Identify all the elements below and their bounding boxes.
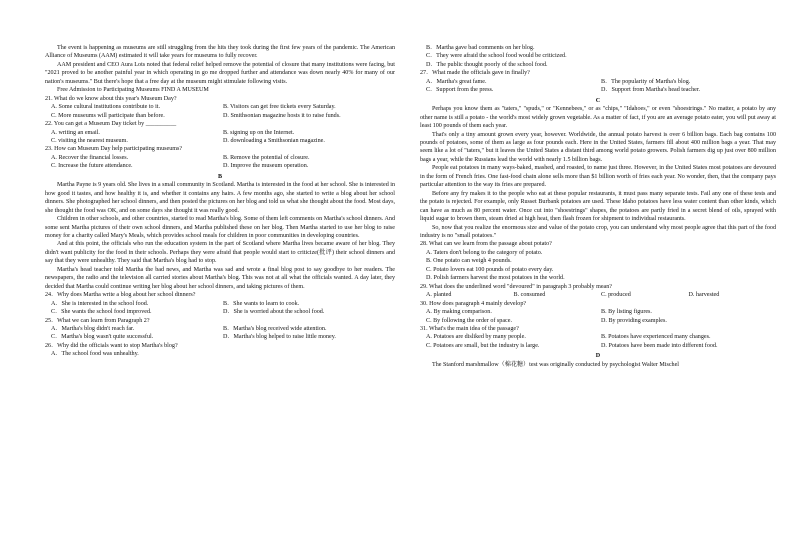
question-27 [420, 69, 776, 94]
question-22 [45, 120, 395, 145]
option-a: A. Taters don't belong to the category of potato. [426, 249, 543, 256]
option-c: C. Increase the future attendance. [51, 163, 133, 170]
intro-paragraph-2: AAM president and CEO Aura Lots noted that federal relief helped remove the potential of closure that many institutions were facing, but "2021 proved to be another painful year in which operating in go me dropped further and attendance was down nearly 40% for many of our nation's museums." But there's hope that a free day at the museum might stimulate following visits. [45, 61, 395, 85]
option-d: D. Potatoes have been made into different food. [601, 342, 718, 349]
question-stem: 26．Why did the officials want to stop Martha's blog? [45, 342, 178, 349]
option-d: D．Support from Martha's head teacher. [601, 87, 701, 94]
option-d: D. Polish farmers harvest the most potatoes in the world. [426, 275, 565, 282]
option-b: B. Potatoes have experienced many changes. [601, 334, 711, 341]
option-a: A. Some cultural institutions contribute to it. [51, 104, 161, 111]
option-d: D. Improve the museum operation. [223, 163, 309, 170]
question-stem: 21. What do we know about this year's Museum Day? [45, 95, 177, 102]
question-23 [45, 145, 395, 170]
option-d: D. downloading a Smithsonian magazine. [223, 137, 325, 144]
passage-b-paragraph-1: Martha Payne is 9 years old. She lives in a small community in Scotland. Martha is interested in the food at her school. She is interested in how good it tastes, and how healthy it is, and whether it contains any hairs. A few months ago, she started to write a blog about her school dinners. She photographed her school dinners, and then posted the pictures on her blog and told us what she thought about the food. Most days, she thought the food was OK, and on some days she thought it was really good. [45, 182, 395, 214]
option-a: A. By making comparison. [426, 309, 492, 316]
passage-b-paragraph-2: Children in other schools, and other countries, started to read Martha's blog. Some of them left comments on Martha's school dinners. And some sent Martha pictures of their own school dinners, and Martha published these on her blog. Then Martha started to use her blog to raise money for a charity called Mary's Meals, which provides school meals for children in poor communities in developing countries. [45, 216, 395, 239]
question-stem: 25．What we can learn from Paragraph 2? [45, 317, 150, 324]
question-31 [420, 325, 776, 350]
intro-paragraph-1: The event is happening as museums are still struggling from the hits they took during the first few years of the pandemic. The American Alliance of Museums (AAM) estimated it will take years for museums to fully recover. [45, 45, 395, 60]
option-b: B．Martha's blog received wide attention. [223, 325, 327, 332]
option-b: B. Visitors can get free tickets every Saturday. [223, 104, 336, 111]
option-b: B. One potato can weigh 4 pounds. [426, 258, 512, 265]
section-c-heading: C [595, 97, 601, 104]
option-d: D．She is worried about the school food. [223, 309, 325, 316]
option-c: C．Martha's blog wasn't quite successful. [51, 334, 154, 341]
option-b: B. consumed [513, 292, 546, 299]
question-stem: 24．Why does Martha write a blog about her school dinners? [45, 292, 196, 299]
option-c: C. More museums will participate than before. [51, 112, 165, 119]
passage-b-paragraph-4: Martha's head teacher told Martha the bad news, and Martha was sad and wrote a final blog post to say goodbye to her readers. The newspapers, the radio and the television all carried stories about Martha's blog. This was not at all what the officials wanted. A day later, they decided that Martha could continue writing her blog about her school dinners, and taking pictures of them. [45, 266, 395, 290]
option-c: C. Potato lovers eat 100 pounds of potato every day. [426, 266, 554, 273]
option-a: A. writing an email. [51, 129, 100, 136]
question-stem: 28. What can we learn from the passage about potato? [420, 241, 552, 248]
passage-c-paragraph-5: So, now that you realize the enormous size and value of the potato crop, you can understand why most people agree that this part of the food industry is no "small potatoes." [420, 224, 776, 239]
passage-c-paragraph-4: Before any fry makes it to the people who eat at these popular restaurants, it must pass many separate tests. Fail any one of these tests and the potato is rejected. For example, only Russet Burbank potatoes are used. These Idaho potatoes have less water content than other kinds, which can have as much as 80 percent water. Once cut into "shoestrings" shapes, the potatoes are partly fried in a secret blend of oils, sprayed with liquid sugar to brown them, steam dried at high heat, then flash frozen for shipment to individual restaurants. [420, 190, 776, 223]
option-d: D. harvested [688, 292, 720, 299]
option-c: C．She wants the school food improved. [51, 309, 152, 316]
option-b: B. By listing figures. [601, 309, 652, 316]
passage-c-paragraph-2: That's only a tiny amount grown every year, however. Worldwide, the annual potato harvest is over 6 billion bags. Each bag contains 100 pounds of potatoes, some of them as large as four pounds each. Here in the United States, farmers fill about 400 million bags a year. That may seem like a lot of "taters," but it leaves the United States a distant third among world potato growers. Polish farmers dig up just over 800 million bags a year, while the Russians lead the world with nearly 1.5 billion bags. [420, 131, 776, 163]
q26-option-c: C．They were afraid the school food would be criticized. [426, 53, 567, 60]
section-d-heading: D [595, 353, 601, 360]
question-29 [420, 283, 776, 300]
question-26 [45, 342, 395, 359]
question-stem: 23. How can Museum Day help participating museums? [45, 146, 183, 153]
intro-free-admission: Free Admission to Participating Museums FIND A MUSEUM [57, 87, 209, 94]
question-stem: 22. You can get a Museum Day ticket by __________ [45, 121, 177, 128]
question-stem: 31. What's the main idea of the passage? [420, 325, 519, 332]
option-c: C．Support from the press. [426, 87, 494, 94]
q26-option-b: B．Martha gave bad comments on her blog. [426, 45, 535, 51]
q26-option-d: D．The public thought poorly of the school food. [426, 61, 548, 68]
passage-d-paragraph-1: The Stanford marshmallow（棉花糖）test was originally conducted by psychologist Walter Mischel [432, 361, 679, 368]
option-a: A. Potatoes are disliked by many people. [426, 334, 526, 341]
option-d: D. Smithsonian magazine hosts it to raise funds. [223, 112, 341, 119]
option-b: B. Remove the potential of closure. [223, 154, 310, 161]
option-a: A．She is interested in the school food. [51, 300, 149, 307]
section-b-heading: B [217, 173, 223, 180]
question-25 [45, 317, 395, 342]
passage-b-paragraph-3: And at this point, the officials who run the education system in the part of Scotland where Martha lives became aware of her blog. They didn't want publicity for the food in their schools. Perhaps they were afraid that people would start to criticize(批评) their school dinners and say that they were unhealthy. They said that Martha's blog had to stop. [45, 241, 395, 265]
question-stem: 27．What made the officials gave in finally? [420, 70, 530, 77]
question-stem: 29. What does the underlined word "devoured" in paragraph 3 probably mean? [420, 283, 613, 290]
option-d: D．Martha's blog helped to raise little money. [223, 334, 336, 341]
option-a: A．Martha's great fame. [426, 78, 487, 85]
option-c: C. visiting the nearest museum. [51, 137, 128, 144]
question-21 [45, 95, 395, 120]
question-30 [420, 300, 776, 325]
question-24 [45, 291, 395, 316]
passage-c-paragraph-1: Perhaps you know them as "taters," "spuds," or "Kennebees," or as "chips," "Idahoes," or even "shoestrings." No matter, a potato by any other name is still a potato - the world's most widely grown vegetable. As a matter of fact, if you are an average potato eater, you will put away at least 100 pounds of them each year. [420, 106, 776, 130]
right-column [420, 44, 776, 369]
option-c: C. By following the order of space. [426, 317, 512, 324]
question-stem: 30. How does paragraph 4 mainly develop? [420, 300, 527, 307]
left-column [45, 44, 395, 359]
option-a: A. planted [426, 292, 452, 299]
option-d: D. By providing examples. [601, 317, 667, 324]
question-28 [420, 240, 776, 282]
option-a: A．The school food was unhealthy. [51, 351, 139, 358]
option-c: C. produced [601, 292, 631, 299]
option-a: A．Martha's blog didn't reach far. [51, 325, 135, 332]
option-b: B. signing up on the Internet. [223, 129, 295, 136]
passage-c-paragraph-3: People eat potatoes in many ways-baked, mashed, and roasted, to name just three. However, in the United States most potatoes are devoured in the form of French fries. One fast-food chain alone sells more than $1 billion worth of fries each year. No wonder, then, that the company pays particular attention to the way its fries are prepared. [420, 165, 776, 189]
option-c: C. Potatoes are small, but the industry is large. [426, 342, 540, 349]
option-a: A. Recover the financial losses. [51, 154, 129, 161]
option-b: B．She wants to learn to cook. [223, 300, 300, 307]
option-b: B．The popularity of Martha's blog. [601, 78, 691, 85]
